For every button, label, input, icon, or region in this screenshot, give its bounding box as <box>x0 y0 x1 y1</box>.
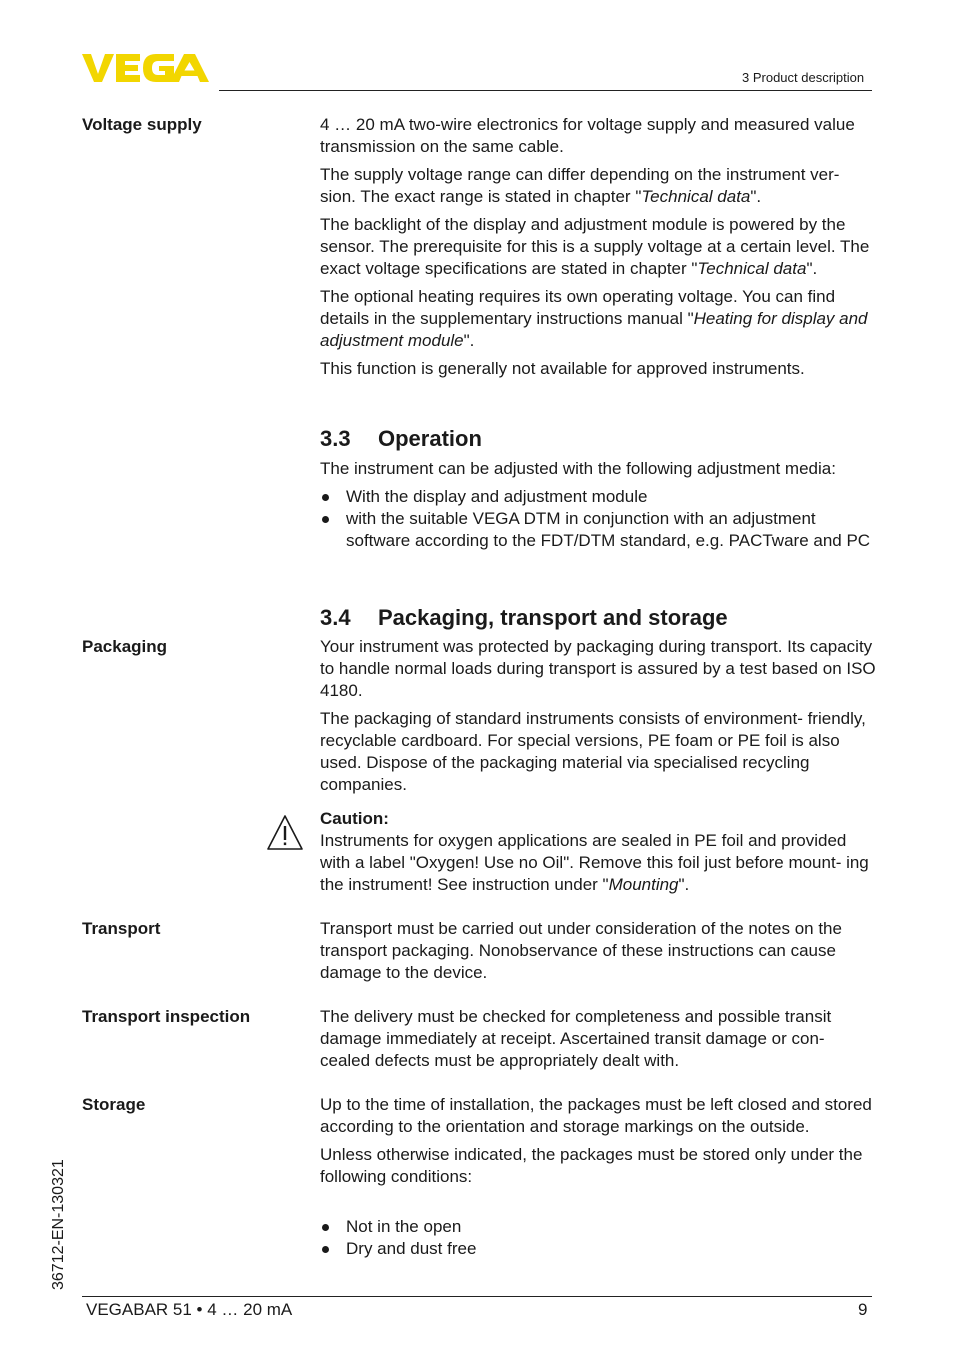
transport-text: Transport must be carried out under consideration of the notes on the transport packaging. Nonobservance of these instructions can cause damage to the device. <box>320 919 842 982</box>
packaging-paragraph-1: Your instrument was protected by packaging during transport. Its capacity to handle normal loads during transport is assured by a test based on ISO 4180. <box>320 637 876 700</box>
voltage-supply-label: Voltage supply <box>82 115 202 134</box>
voltage-paragraph-3: The backlight of the display and adjustment module is powered by the sensor. The prerequisite for this is a supply voltage at a certain level. The exact voltage specifications are stated in chapter "Technical data". <box>320 215 870 278</box>
voltage-supply-text <box>320 114 876 380</box>
page-number: 9 <box>858 1300 868 1319</box>
section-heading-operation: 3.3 Operation <box>320 426 482 451</box>
footer-product: VEGABAR 51 • 4 … 20 mA <box>86 1300 293 1319</box>
storage-text <box>320 1094 876 1188</box>
operation-intro: The instrument can be adjusted with the following adjustment media: <box>320 459 836 478</box>
warning-icon <box>266 814 304 852</box>
footer-rule <box>82 1296 872 1297</box>
packaging-paragraph-2: The packaging of standard instruments consists of environment- friendly, recyclable cardboard. For special versions, PE foam or PE foil is also used. Dispose of the packaging material via specialised recycling companies. <box>320 709 866 794</box>
storage-paragraph-1: Up to the time of installation, the packages must be left closed and stored according to the orientation and storage markings on the outside. <box>320 1095 872 1136</box>
list-item: with the suitable VEGA DTM in conjunction with an adjustment software according to the FDT/DTM standard, e.g. PACTware and PC <box>320 508 876 552</box>
transport-inspection-text: The delivery must be checked for completeness and possible transit damage immediately at receipt. Ascertained transit damage or con- cealed defects must be appropriately dealt with. <box>320 1007 832 1070</box>
list-item: Dry and dust free <box>320 1238 876 1260</box>
voltage-paragraph-4: The optional heating requires its own operating voltage. You can find details in the supplementary instructions manual "Heating for display and adjustment module". <box>320 287 868 350</box>
header-rule <box>219 90 872 91</box>
packaging-label: Packaging <box>82 637 168 656</box>
voltage-paragraph-2: The supply voltage range can differ depending on the instrument ver- sion. The exact range is stated in chapter "Technical data". <box>320 165 840 206</box>
packaging-text <box>320 636 876 796</box>
list-item: With the display and adjustment module <box>320 486 876 508</box>
section-heading-packaging: 3.4 Packaging, transport and storage <box>320 605 728 630</box>
vega-logo <box>82 52 212 84</box>
voltage-paragraph-1: 4 … 20 mA two-wire electronics for voltage supply and measured value transmission on the same cable. <box>320 115 855 156</box>
storage-bullet-list <box>320 1216 876 1260</box>
operation-bullet-list <box>320 486 876 552</box>
storage-label: Storage <box>82 1095 146 1114</box>
voltage-paragraph-5: This function is generally not available for approved instruments. <box>320 359 805 378</box>
caution-note <box>320 808 876 896</box>
transport-inspection-label: Transport inspection <box>82 1007 251 1026</box>
caution-title: Caution: <box>320 809 389 828</box>
caution-text: Instruments for oxygen applications are sealed in PE foil and provided with a label "Oxygen! Use no Oil". Remove this foil just before mount- ing the instrument! See instruction under "Mounting". <box>320 831 869 894</box>
storage-paragraph-2: Unless otherwise indicated, the packages must be stored only under the following conditions: <box>320 1145 863 1186</box>
document-number: 36712-EN-130321 <box>50 1159 67 1290</box>
list-item: Not in the open <box>320 1216 876 1238</box>
chapter-heading: 3 Product description <box>742 70 865 85</box>
transport-label: Transport <box>82 919 161 938</box>
